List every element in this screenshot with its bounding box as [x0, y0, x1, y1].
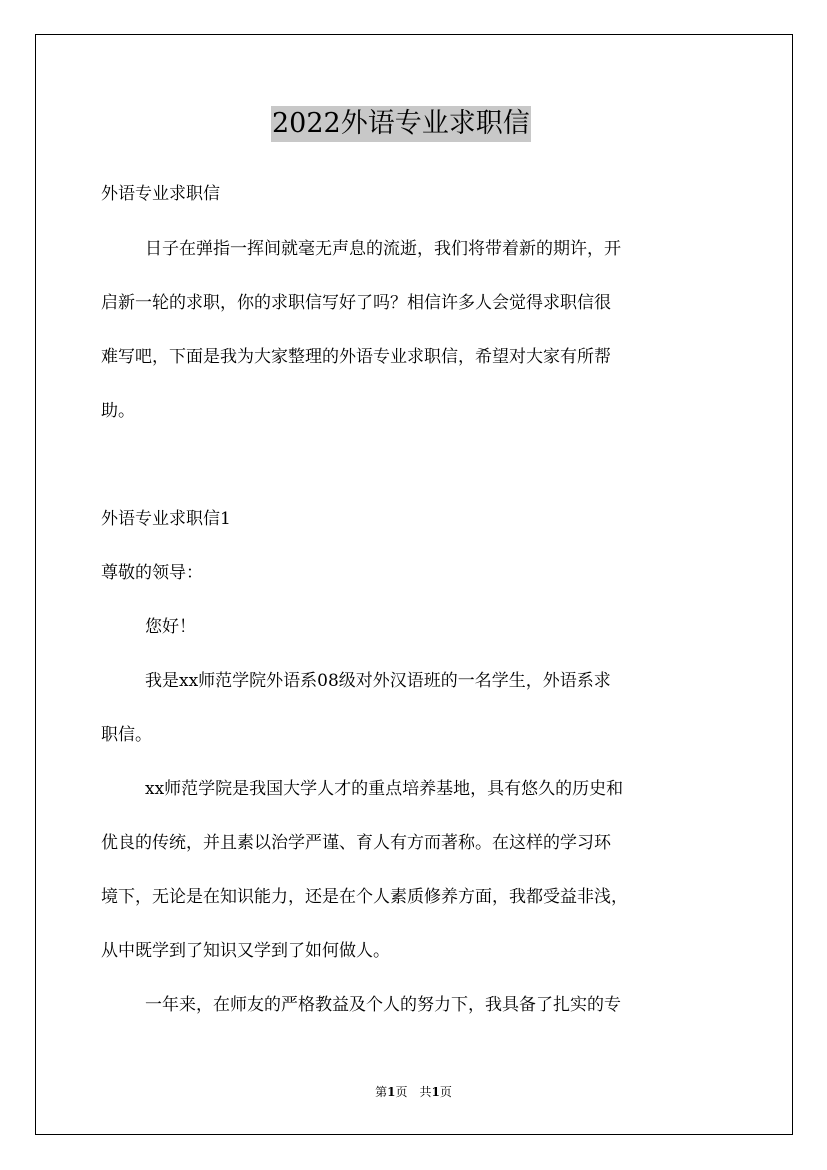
salutation: 尊敬的领导：	[101, 563, 203, 583]
paragraph-line: 日子在弹指一挥间就毫无声息的流逝，我们将带着新的期许，开	[145, 239, 621, 259]
paragraph-line: 难写吧，下面是我为大家整理的外语专业求职信，希望对大家有所帮	[101, 347, 611, 367]
paragraph-line: 境下，无论是在知识能力，还是在个人素质修养方面，我都受益非浅，	[101, 887, 628, 907]
page-footer	[0, 1084, 827, 1100]
paragraph-line: 助。	[101, 401, 135, 421]
footer-suffix: 页	[439, 1085, 452, 1099]
paragraph-line: 职信。	[101, 725, 152, 745]
letter-heading: 外语专业求职信1	[101, 509, 231, 529]
paragraph-line: 一年来，在师友的严格教益及个人的努力下，我具备了扎实的专	[145, 995, 621, 1015]
paragraph-line: 从中既学到了知识又学到了如何做人。	[101, 941, 390, 961]
paragraph-line: 优良的传统，并且素以治学严谨、育人有方而著称。在这样的学习环	[101, 833, 611, 853]
footer-prefix: 第	[375, 1085, 388, 1099]
total-page-number: 1	[431, 1085, 440, 1099]
greeting: 您好！	[145, 617, 196, 637]
paragraph-line: 我是xx师范学院外语系08级对外汉语班的一名学生，外语系求	[145, 671, 611, 691]
footer-mid: 页 共	[395, 1085, 432, 1099]
document-title: 2022外语专业求职信	[271, 106, 531, 142]
paragraph-line: xx师范学院是我国大学人才的重点培养基地，具有悠久的历史和	[145, 779, 624, 799]
current-page-number: 1	[387, 1085, 396, 1099]
section-heading: 外语专业求职信	[101, 184, 220, 204]
paragraph-line: 启新一轮的求职，你的求职信写好了吗？相信许多人会觉得求职信很	[101, 293, 611, 313]
